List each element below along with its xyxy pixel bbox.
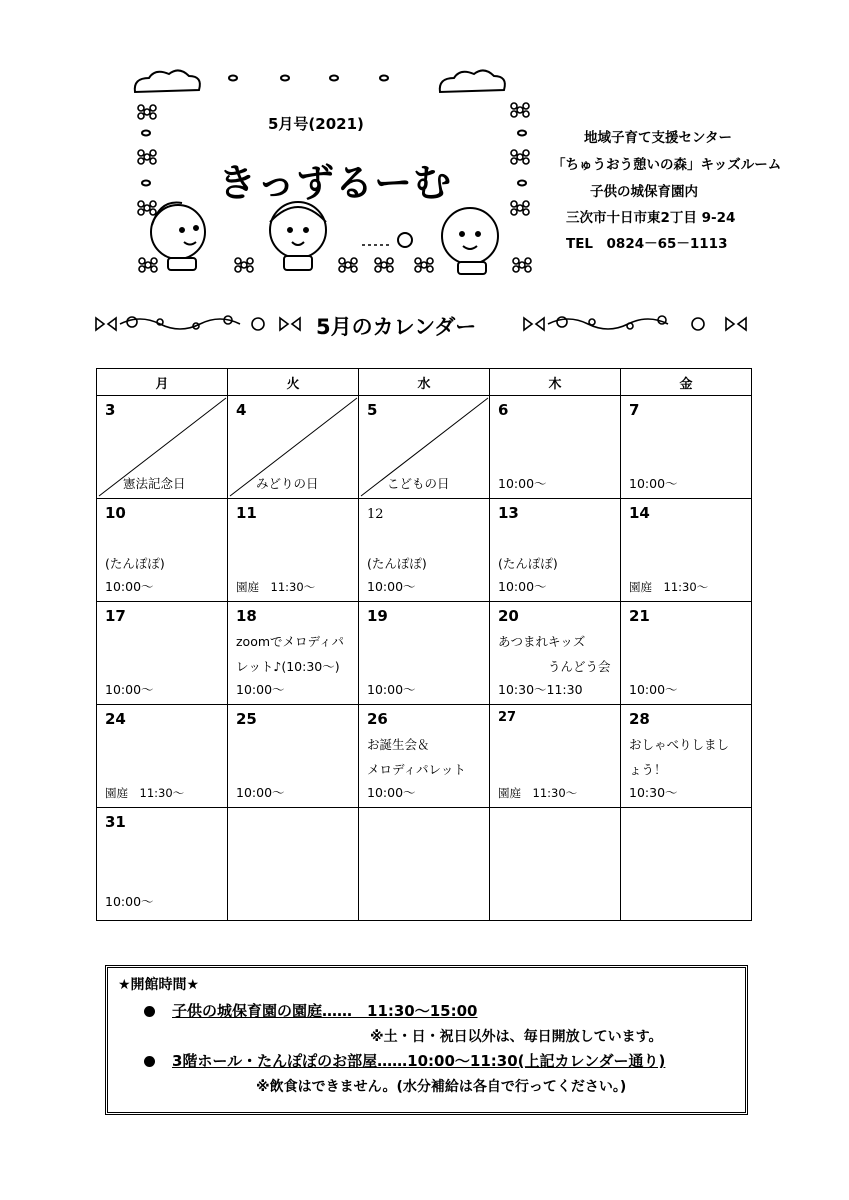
event-time: 園庭 11:30～: [629, 580, 709, 594]
day-number: 28: [629, 710, 650, 728]
day-number: 27: [498, 710, 517, 725]
event-time: 10:00～: [236, 785, 285, 800]
event-time: 10:00～: [105, 894, 154, 909]
calendar-day-cell: [228, 705, 359, 808]
day-number: 26: [367, 710, 388, 728]
weekday-header: 火: [228, 369, 359, 396]
calendar-heading: 5月のカレンダー: [316, 315, 477, 339]
calendar-day-cell: [359, 705, 490, 808]
issue-label: 5月号(2021): [268, 115, 364, 133]
calendar-day-cell: [490, 396, 621, 499]
calendar-day-cell: [621, 499, 752, 602]
calendar-day-cell: [97, 808, 228, 921]
calendar-day-cell: [359, 499, 490, 602]
bullet-icon: [144, 1006, 155, 1017]
opening-hours-box: [105, 965, 748, 1115]
event-time: 10:00～: [367, 785, 416, 800]
calendar-table: [96, 368, 752, 921]
holiday-label: こどもの日: [387, 476, 450, 491]
hours-item-garden-note: ※土・日・祝日以外は、毎日開放しています。: [370, 1029, 663, 1045]
event-time: 10:00～: [367, 579, 416, 594]
event-time: 10:30～: [629, 785, 678, 800]
holiday-label: みどりの日: [256, 476, 319, 491]
weekday-header: 水: [359, 369, 490, 396]
ladybug-icon: [398, 233, 412, 247]
calendar-empty-cell: [621, 808, 752, 921]
calendar-week: [97, 396, 752, 499]
flower-icon: [235, 258, 253, 272]
flower-icon: [138, 201, 156, 215]
event-time: 10:00～: [236, 682, 285, 697]
weekday-header: 月: [97, 369, 228, 396]
day-number: 14: [629, 504, 650, 522]
day-number: 6: [498, 401, 509, 419]
center-info-line: 子供の城保育園内: [590, 184, 698, 200]
day-number: 13: [498, 504, 519, 522]
event-line: zoomでメロディパ: [236, 634, 345, 649]
day-number: 25: [236, 710, 257, 728]
calendar-day-cell: [97, 602, 228, 705]
event-time: 10:00～: [629, 476, 678, 491]
flower-icon: [139, 258, 157, 272]
calendar-empty-cell: [359, 808, 490, 921]
bullet-icon: [144, 1056, 155, 1067]
day-number: 31: [105, 813, 126, 831]
event-line: おしゃべりしまし: [629, 737, 730, 752]
flower-icon: [375, 258, 393, 272]
event-time: 園庭 11:30～: [498, 786, 578, 800]
day-number: 19: [367, 607, 388, 625]
event-line: レット♪(10:30～): [236, 659, 340, 674]
event-time: 10:00～: [367, 682, 416, 697]
ribbon-garland-right: [524, 316, 746, 330]
day-number: 3: [105, 401, 116, 419]
holiday-label: 憲法記念日: [123, 476, 186, 491]
day-number: 12: [367, 507, 384, 522]
ribbon-garland-left: [96, 316, 300, 330]
event-time: 10:00～: [105, 682, 154, 697]
calendar-day-cell: [228, 602, 359, 705]
event-line: お誕生会＆: [367, 737, 430, 752]
child-illustration: [270, 202, 326, 270]
event-time: 10:00～: [498, 476, 547, 491]
center-info-line: 地域子育て支援センター: [584, 130, 732, 146]
flower-icon: [511, 103, 529, 117]
day-number: 11: [236, 504, 257, 522]
cloud-icon: [440, 70, 505, 92]
weekday-header: 金: [621, 369, 752, 396]
calendar-empty-cell: [228, 808, 359, 921]
center-info-line: 三次市十日市東2丁目 9-24: [566, 210, 736, 226]
opening-hours-title: ★開館時間★: [118, 977, 200, 993]
weekday-header: 木: [490, 369, 621, 396]
calendar-day-cell: [359, 396, 490, 499]
calendar-week: [97, 705, 752, 808]
calendar-day-cell: [97, 396, 228, 499]
calendar-day-cell: [490, 499, 621, 602]
calendar-week: [97, 808, 752, 921]
flower-icon: [415, 258, 433, 272]
day-number: 24: [105, 710, 126, 728]
hours-item-garden: 子供の城保育園の園庭…… 11:30～15:00: [172, 1002, 478, 1020]
flower-icon: [138, 150, 156, 164]
day-number: 5: [367, 401, 378, 419]
day-number: 17: [105, 607, 126, 625]
calendar-day-cell: [621, 602, 752, 705]
calendar-day-cell: [228, 499, 359, 602]
cloud-icon: [135, 70, 200, 92]
event-line: メロディパレット: [367, 762, 466, 777]
newsletter-title: きっずるーむ: [218, 161, 453, 205]
day-number: 7: [629, 401, 640, 419]
calendar-day-cell: [359, 602, 490, 705]
calendar-day-cell: [228, 396, 359, 499]
day-number: 18: [236, 607, 257, 625]
event-time: 10:30～11:30: [498, 682, 583, 697]
calendar-day-cell: [97, 705, 228, 808]
day-number: 10: [105, 504, 126, 522]
center-info-line: TEL 0824－65－1113: [566, 236, 728, 252]
day-number: 20: [498, 607, 519, 625]
weekday-header-row: [97, 369, 752, 396]
flower-icon: [138, 105, 156, 119]
flower-icon: [511, 150, 529, 164]
flower-icon: [339, 258, 357, 272]
hours-item-room: 3階ホール・たんぽぽのお部屋……10:00～11:30(上記カレンダー通り): [172, 1052, 666, 1070]
hours-item-room-note: ※飲食はできません。(水分補給は各自で行ってください。): [256, 1079, 627, 1095]
flower-icon: [513, 258, 531, 272]
event-note: (たんぽぽ): [367, 556, 427, 571]
event-note: (たんぽぽ): [105, 556, 165, 571]
event-time: 園庭 11:30～: [236, 580, 316, 594]
child-illustration: [442, 208, 498, 274]
calendar-day-cell: [621, 705, 752, 808]
calendar-day-cell: [490, 602, 621, 705]
event-time: 10:00～: [105, 579, 154, 594]
flower-icon: [511, 201, 529, 215]
calendar-week: [97, 602, 752, 705]
child-illustration: [151, 202, 205, 270]
calendar-week: [97, 499, 752, 602]
day-number: 4: [236, 401, 247, 419]
calendar-empty-cell: [490, 808, 621, 921]
event-line: あつまれキッズ: [498, 634, 586, 649]
event-time: 10:00～: [629, 682, 678, 697]
calendar-day-cell: [97, 499, 228, 602]
event-time: 園庭 11:30～: [105, 786, 185, 800]
calendar-day-cell: [490, 705, 621, 808]
event-line: うんどう会: [548, 659, 611, 674]
event-note: (たんぽぽ): [498, 556, 558, 571]
event-line: ょう！: [629, 762, 667, 777]
event-time: 10:00～: [498, 579, 547, 594]
center-info-line: 「ちゅうおう憩いの森」キッズルーム: [552, 157, 782, 173]
day-number: 21: [629, 607, 650, 625]
calendar-day-cell: [621, 396, 752, 499]
